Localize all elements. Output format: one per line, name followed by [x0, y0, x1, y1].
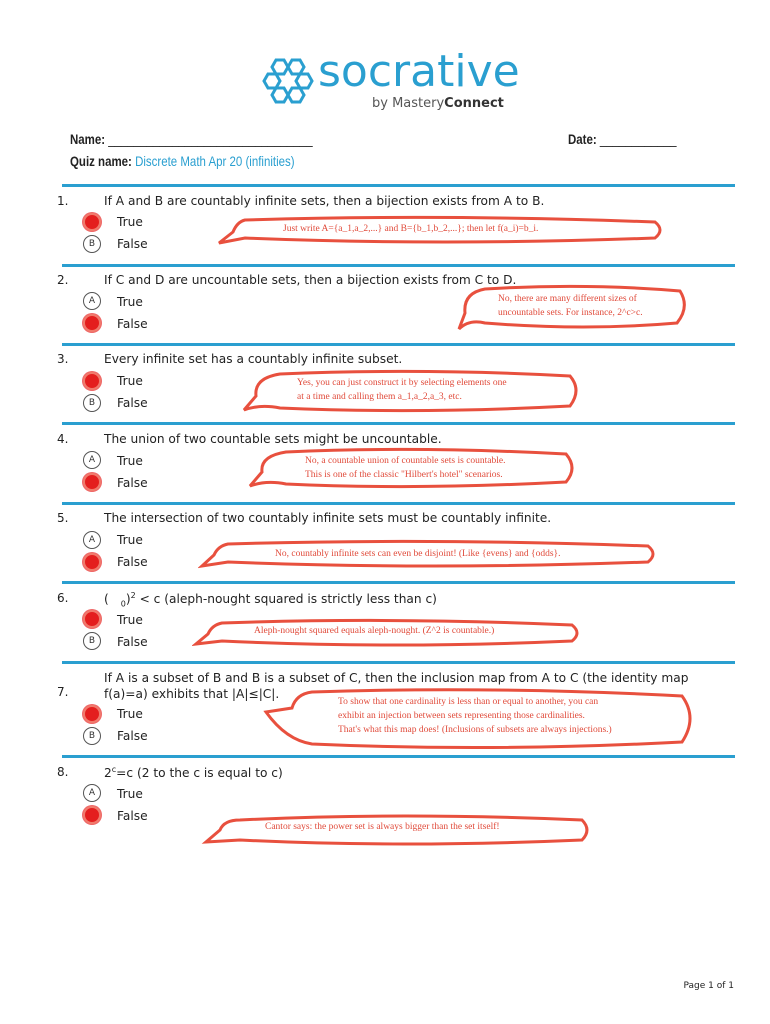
option-label: False — [117, 237, 148, 251]
question-number: 6. — [57, 591, 69, 605]
question-number: 4. — [57, 432, 69, 446]
question-number: 3. — [57, 352, 69, 366]
divider — [62, 343, 735, 346]
option-label: True — [117, 374, 143, 388]
option-label: False — [117, 729, 148, 743]
option-a-selected[interactable] — [83, 705, 101, 723]
logo-byline: by MasteryConnect — [372, 96, 504, 111]
option-b[interactable]: B — [83, 394, 101, 412]
option-b-selected[interactable] — [83, 553, 101, 571]
option-label: True — [117, 454, 143, 468]
divider — [62, 422, 735, 425]
annotation-text: Cantor says: the power set is always bigger than the set itself! — [265, 822, 500, 832]
option-a-selected[interactable] — [83, 372, 101, 390]
option-b[interactable]: B — [83, 632, 101, 650]
annotation-text: No, there are many different sizes of uncountable sets. For instance, 2^c>c. — [498, 294, 643, 318]
divider — [62, 661, 735, 664]
option-label: False — [117, 317, 148, 331]
option-a[interactable]: A — [83, 531, 101, 549]
question-text: If C and D are uncountable sets, then a bijection exists from C to D. — [104, 273, 517, 287]
quiz-label: Quiz name: — [70, 153, 132, 169]
option-label: False — [117, 555, 148, 569]
annotation-text: No, a countable union of countable sets is countable. This is one of the classic "Hilbert's hotel" scenarios. — [305, 456, 506, 480]
question-text: Every infinite set has a countably infinite subset. — [104, 352, 403, 366]
date-label: Date: — [568, 131, 597, 147]
option-label: False — [117, 635, 148, 649]
quiz-name: Discrete Math Apr 20 (infinities) — [135, 153, 295, 169]
option-b-selected[interactable] — [83, 806, 101, 824]
question-text: The union of two countable sets might be uncountable. — [104, 432, 442, 446]
name-blank: ________________________________ — [108, 131, 313, 147]
divider — [62, 502, 735, 505]
question-number: 2. — [57, 273, 69, 287]
option-label: True — [117, 613, 143, 627]
question-number: 5. — [57, 511, 69, 525]
option-label: False — [117, 476, 148, 490]
annotation-text: Aleph-nought squared equals aleph-nought. (Z^2 is countable.) — [254, 626, 495, 636]
name-field — [70, 131, 313, 147]
option-label: True — [117, 707, 143, 721]
option-label: True — [117, 295, 143, 309]
question-number: 1. — [57, 194, 69, 208]
option-b[interactable]: B — [83, 727, 101, 745]
option-label: True — [117, 533, 143, 547]
annotation-text: To show that one cardinality is less than or equal to another, you can exhibit an injection between sets representing those cardinalities. That's what this map does! (Inclusions of subsets are always injections.) — [338, 697, 612, 735]
divider — [62, 264, 735, 267]
date-field — [568, 131, 677, 147]
option-b-selected[interactable] — [83, 473, 101, 491]
question-text: If A is a subset of B and B is a subset of C, then the inclusion map from A to C (the identity map f(a)=a) exhibits that |A|≤|C|. — [104, 671, 689, 701]
option-a-selected[interactable] — [83, 610, 101, 628]
question-text: The intersection of two countably infinite sets must be countably infinite. — [104, 511, 552, 525]
logo-wordmark: socrative — [318, 46, 520, 97]
divider — [62, 184, 735, 187]
socrative-logo — [258, 46, 520, 116]
divider — [62, 755, 735, 758]
option-a[interactable]: A — [83, 784, 101, 802]
option-label: False — [117, 396, 148, 410]
annotation-text: Yes, you can just construct it by selecting elements one at a time and calling them a_1,a_2,a_3, etc. — [297, 378, 507, 402]
option-a[interactable]: A — [83, 451, 101, 469]
quiz-name-field — [70, 153, 295, 169]
question-number: 7. — [57, 685, 69, 699]
question-number: 8. — [57, 765, 69, 779]
annotation-text: No, countably infinite sets can even be disjoint! (Like {evens} and {odds}. — [275, 549, 561, 559]
hexagon-logo-icon — [260, 54, 316, 110]
option-a[interactable]: A — [83, 292, 101, 310]
question-text: ( $_0$)$^2$ < c (aleph-nought squared is strictly less than c) — [104, 591, 437, 609]
question-text: $2^c=c$ (2 to the c is equal to c) — [104, 765, 283, 781]
option-a-selected[interactable] — [83, 213, 101, 231]
question-text: If A and B are countably infinite sets, then a bijection exists from A to B. — [104, 194, 545, 208]
option-label: True — [117, 215, 143, 229]
option-b-selected[interactable] — [83, 314, 101, 332]
page-number: Page 1 of 1 — [683, 981, 734, 991]
option-label: True — [117, 787, 143, 801]
name-label: Name: — [70, 131, 106, 147]
option-b[interactable]: B — [83, 235, 101, 253]
date-blank: ____________ — [599, 131, 677, 147]
annotation-text: Just write A={a_1,a_2,...} and B={b_1,b_2,...}; then let f(a_i)=b_i. — [283, 224, 539, 234]
option-label: False — [117, 809, 148, 823]
divider — [62, 581, 735, 584]
